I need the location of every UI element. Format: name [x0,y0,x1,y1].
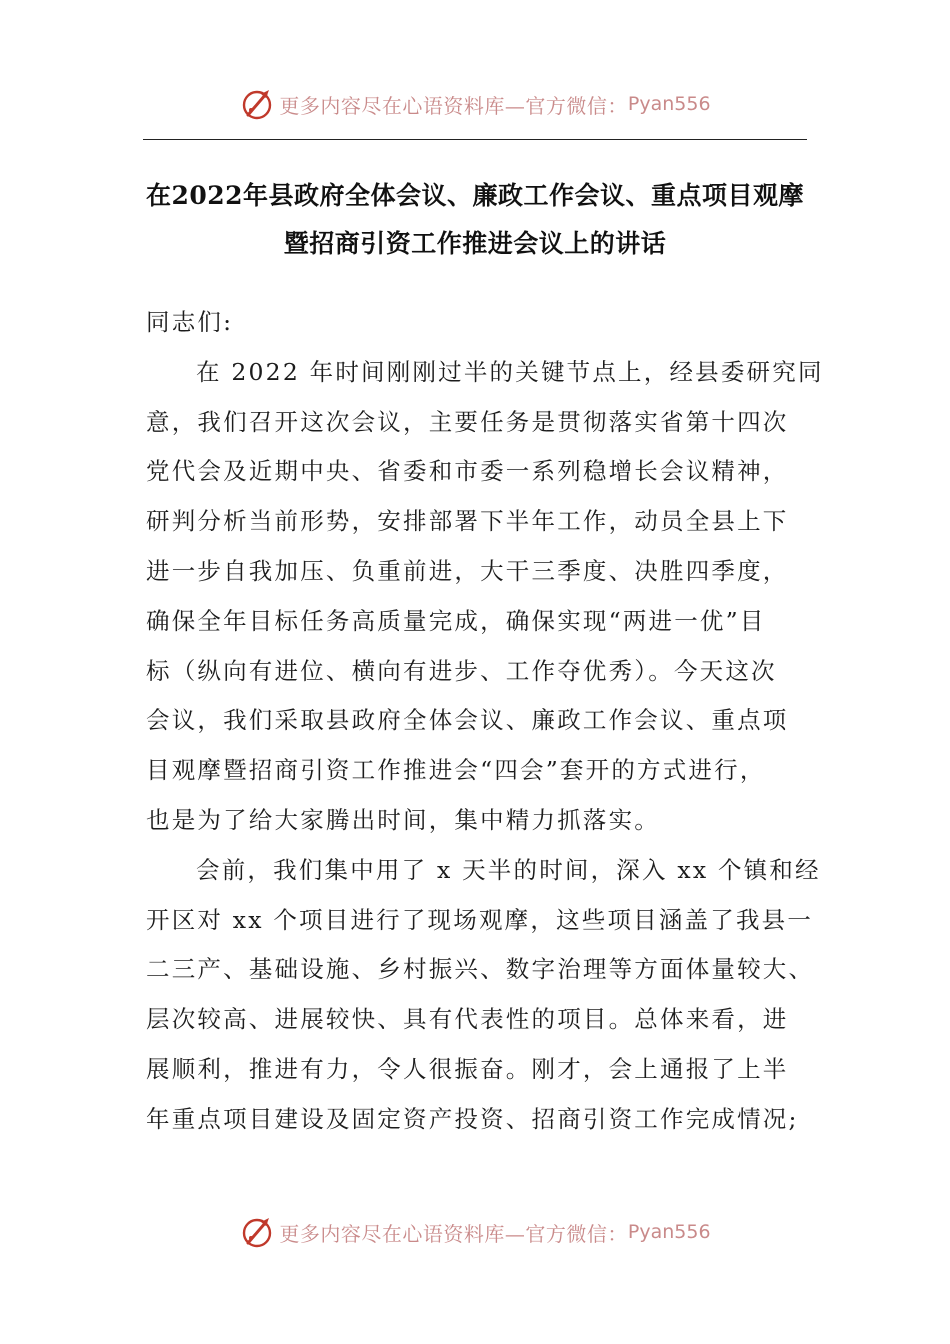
body-line: 年重点项目建设及固定资产投资、招商引资工作完成情况; [146,1104,799,1133]
body-line: 标（纵向有进位、横向有进步、工作夺优秀）。今天这次 [146,656,777,685]
pen-logo-icon [239,1214,275,1250]
body-line: 开区对 xx 个项目进行了现场观摩，这些项目涵盖了我县一 [146,905,814,934]
body-line: 层次较高、进展较快、具有代表性的项目。总体来看，进 [146,1005,789,1034]
body-line: 目观摩暨招商引资工作推进会“四会”套开的方式进行， [146,756,766,785]
document-body [146,298,824,1145]
body-line: 党代会及近期中央、省委和市委一系列稳增长会议精神， [146,457,789,486]
body-line: 进一步自我加压、负重前进，大干三季度、决胜四季度， [146,556,789,585]
title-line-1: 在2022年县政府全体会议、廉政工作会议、重点项目观摩 [145,181,805,210]
body-line: 研判分析当前形势，安排部署下半年工作，动员全县上下 [146,507,789,536]
footer-banner-contact: Pyan556 [627,1221,711,1243]
body-line: 意，我们召开这次会议，主要任务是贯彻落实省第十四次 [146,407,789,436]
title-line-2: 暨招商引资工作推进会议上的讲话 [283,229,667,258]
footer-banner-text: 更多内容尽在心语资料库—官方微信： [279,1221,628,1246]
header-banner [0,84,950,124]
body-line: 也是为了给大家腾出时间，集中精力抓落实。 [146,805,660,834]
banner-contact: Pyan556 [627,93,711,115]
body-line: 会前，我们集中用了 x 天半的时间，深入 xx 个镇和经 [196,855,821,884]
body-line: 在 2022 年时间刚刚过半的关键节点上，经县委研究同 [196,357,824,386]
pen-logo-icon [239,86,275,122]
salutation: 同志们: [146,308,234,336]
body-line: 确保全年目标任务高质量完成，确保实现“两进一优”目 [146,606,766,635]
footer-banner [0,1212,950,1252]
banner-text: 更多内容尽在心语资料库—官方微信： [279,93,628,118]
body-line: 展顺利，推进有力，令人很振奋。刚才，会上通报了上半 [146,1054,789,1083]
body-line: 会议，我们采取县政府全体会议、廉政工作会议、重点项 [146,706,789,735]
header-divider [143,139,807,140]
document-title [120,172,830,268]
body-line: 二三产、基础设施、乡村振兴、数字治理等方面体量较大、 [146,955,815,984]
